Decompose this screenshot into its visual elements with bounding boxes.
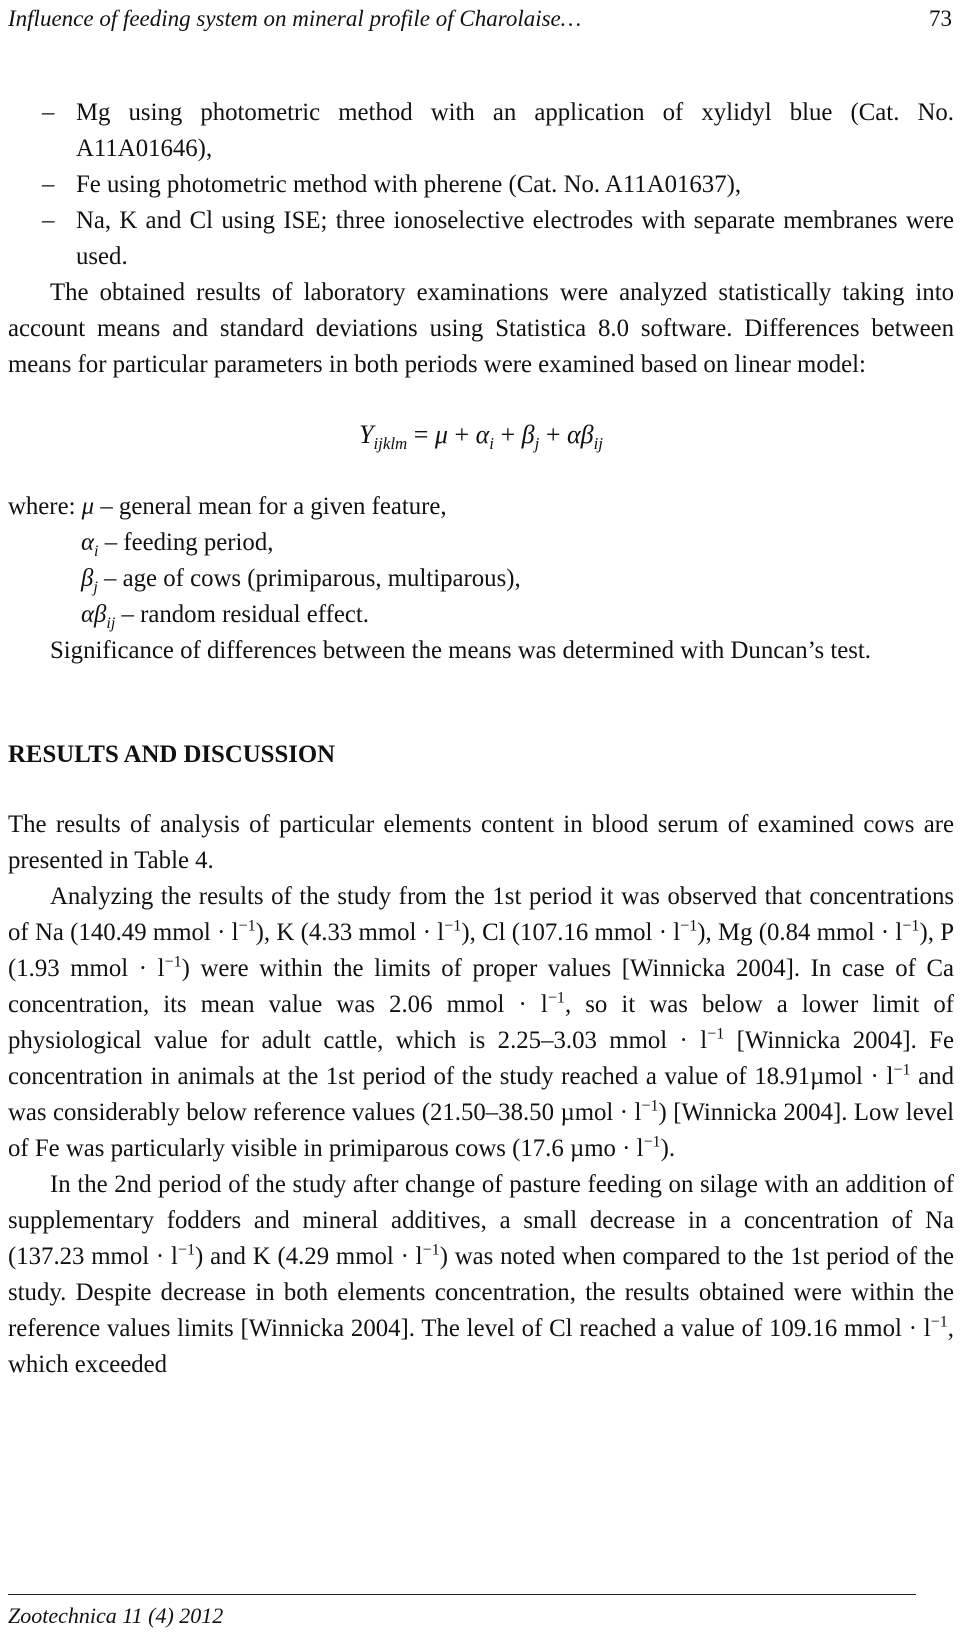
running-title: Influence of feeding system on mineral profile of Charolaise… (8, 6, 582, 31)
paragraph-duncan: Significance of differences between the means was determined with Duncan’s test. (50, 637, 871, 664)
footer-divider (8, 1594, 916, 1595)
method-item-fe: – Fe using photometric method with pherene (Cat. No. A11A01637), (42, 171, 742, 198)
method-list (8, 95, 954, 275)
legend-alpha: $\alpha_i$ – feeding period, (81, 529, 274, 560)
formula-legend (8, 489, 954, 633)
paragraph-results-intro: The results of analysis of particular elements content in blood serum of examined cows are presented in Table 4. (8, 811, 954, 874)
linear-model-formula: $Y_{ijklm} = \mu + \alpha_i + \beta_j + \alpha\beta_{ij}$ (358, 420, 603, 454)
method-item-ise: – Na, K and Cl using ISE; three ionoselective electrodes with separate membranes were used. (42, 207, 954, 270)
page-number: 73 (929, 6, 952, 31)
legend-beta: $\beta_j$ – age of cows (primiparous, multiparous), (81, 565, 521, 596)
journal-footer: Zootechnica 11 (4) 2012 (8, 1603, 224, 1628)
method-item-mg: – Mg using photometric method with an application of xylidyl blue (Cat. No. A11A01646), (42, 99, 954, 162)
running-header (8, 6, 952, 38)
paragraph-statistics: The obtained results of laboratory examinations were analyzed statistically taking into account means and standard deviations using Statistica 8.0 software. Differences between means for particular parameters in both periods were examined based on linear model: (8, 279, 954, 378)
legend-mu: where: μ – general mean for a given feature, (8, 493, 447, 520)
paragraph-period-1: Analyzing the results of the study from the 1st period it was observed that concentrations of Na (140.49 mmol · $l^{-1}$), K (4.33 mmol · $l^{-1}$), Cl (107.16 mmol · $l^{-1}$), Mg (0.84 mmol · $l^{-1}$), P (1.93 mmol · $l^{-1}$) were within the limits of proper values [Winnicka 2004]. In case of Ca concentration, its mean value was 2.06 mmol · $l^{-1}$, so it was below a lower limit of physiological value for adult cattle, which is 2.25–3.03 mmol · $l^{-1}$ [Winnicka 2004]. Fe concentration in animals at the 1st period of the study reached a value of $18.91\mu mol \cdot l^{-1}$ and was considerably below reference values (21.50–38.50 $\mu mol \cdot l^{-1}$) [Winnicka 2004]. Low level of Fe was particularly visible in primiparous cows (17.6 $\mu mo \cdot l^{-1}$). (8, 883, 955, 1162)
body-text (8, 95, 954, 1383)
section-heading: RESULTS AND DISCUSSION (8, 741, 336, 768)
legend-alphabeta: $\alpha\beta_{ij}$ – random residual effect. (81, 601, 369, 632)
paragraph-period-2: In the 2nd period of the study after change of pasture feeding on silage with an addition of supplementary fodders and mineral additives, a small decrease in a concentration of Na (137.23 mmol · $l^{-1}$) and K (4.29 mmol · $l^{-1}$) was noted when compared to the 1st period of the study. Despite decrease in both elements concentration, the results obtained were within the reference values limits [Winnicka 2004]. The level of Cl reached a value of 109.16 mmol · $l^{-1}$, which exceeded (8, 1171, 954, 1378)
